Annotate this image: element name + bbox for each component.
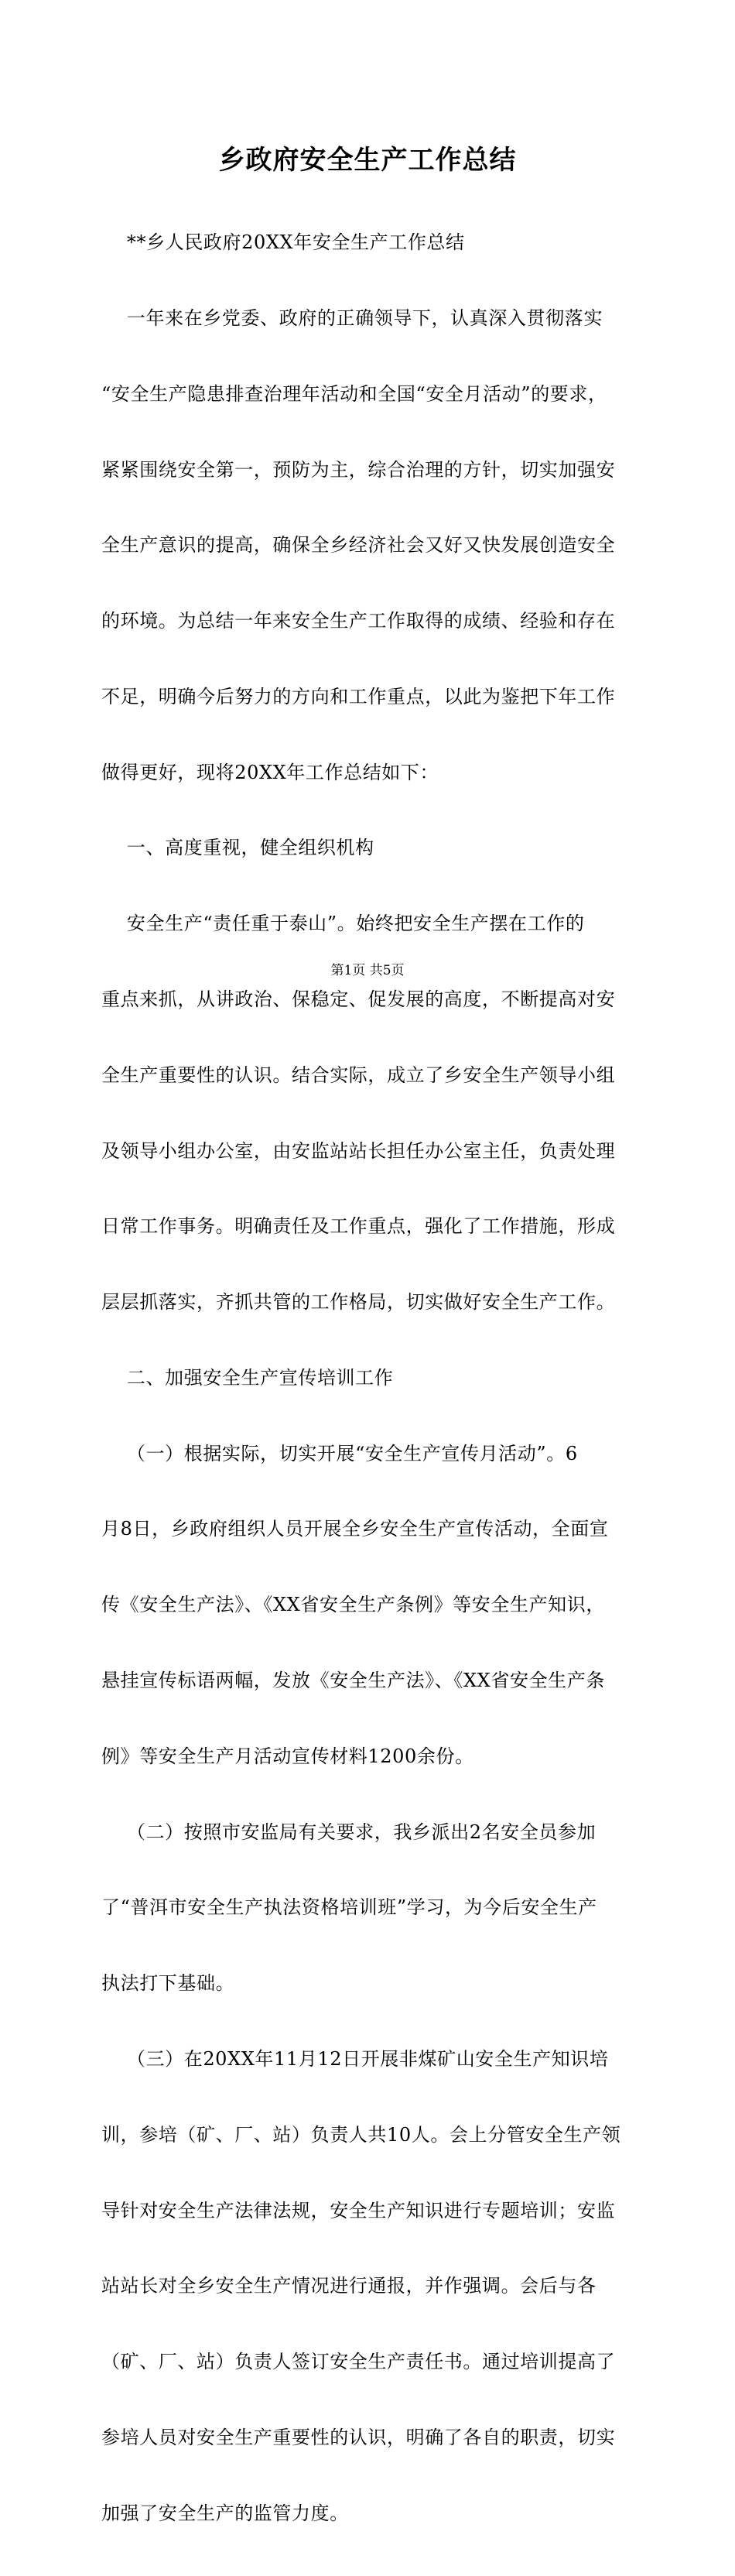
- body-line: “安全生产隐患排查治理年活动和全国“安全月活动”的要求，: [101, 382, 607, 405]
- document-body: [101, 180, 643, 2576]
- body-line: 层层抓落实，齐抓共管的工作格局，切实做好安全生产工作。: [101, 1291, 616, 1314]
- body-line: 了“普洱市安全生产执法资格培训班”学习，为今后安全生产: [101, 1896, 597, 1919]
- body-line: 及领导小组办公室，由安监站站长担任办公室主任，负责处理: [101, 1139, 616, 1162]
- body-line: 全生产重要性的认识。结合实际，成立了乡安全生产领导小组: [101, 1064, 616, 1086]
- body-line: 站站长对全乡安全生产情况进行通报，并作强调。会后与各: [101, 2275, 597, 2297]
- body-line: 一年来在乡党委、政府的正确领导下，认真深入贯彻落实: [101, 307, 603, 329]
- body-line: 训，参培（矿、厂、站）负责人共10人。会上分管安全生产领: [101, 2123, 621, 2146]
- body-line: 导针对安全生产法律法规，安全生产知识进行专题培训；安监: [101, 2199, 616, 2221]
- body-line: 全生产意识的提高，确保全乡经济社会又好又快发展创造安全: [101, 534, 616, 557]
- body-line: （矿、厂、站）负责人签订安全生产责任书。通过培训提高了: [101, 2351, 616, 2373]
- document-title: 乡政府安全生产工作总结: [218, 145, 517, 176]
- body-paragraph: [101, 180, 643, 2576]
- section-heading: 二、加强安全生产宣传培训工作: [101, 1366, 394, 1389]
- body-line: （二）按照市安监局有关要求，我乡派出2名安全员参加: [101, 1821, 597, 1843]
- body-line: 参培人员对安全生产重要性的认识，明确了各自的职责，切实: [101, 2426, 616, 2448]
- body-line: （一）根据实际，切实开展“安全生产宣传月活动”。6: [101, 1442, 578, 1464]
- body-line: 重点来抓，从讲政治、保稳定、促发展的高度，不断提高对安: [101, 988, 616, 1010]
- body-line: 传《安全生产法》、《XX省安全生产条例》等安全生产知识，: [101, 1594, 605, 1616]
- body-line: **乡人民政府20XX年安全生产工作总结: [101, 231, 465, 254]
- body-line: 执法打下基础。: [101, 1972, 235, 1995]
- page-number-footer: 第1页 共5页: [330, 963, 405, 978]
- body-line: 加强了安全生产的监管力度。: [101, 2502, 349, 2524]
- body-line: 紧紧围绕安全第一，预防为主，综合治理的方针，切实加强安: [101, 458, 616, 481]
- body-line: 的环境。为总结一年来安全生产工作取得的成绩、经验和存在: [101, 610, 616, 632]
- body-line: 日常工作事务。明确责任及工作重点，强化了工作措施，形成: [101, 1215, 616, 1238]
- body-line: 例》等安全生产月活动宣传材料1200余份。: [101, 1745, 474, 1767]
- body-line: 不足，明确今后努力的方向和工作重点，以此为鉴把下年工作: [101, 685, 616, 707]
- body-line: 悬挂宣传标语两幅，发放《安全生产法》、《XX省安全生产条: [101, 1670, 605, 1692]
- body-line: （三）在20XX年11月12日开展非煤矿山安全生产知识培: [101, 2047, 609, 2070]
- body-line: 月8日，乡政府组织人员开展全乡安全生产宣传活动，全面宣: [101, 1518, 609, 1540]
- body-line: 安全生产“责任重于泰山”。始终把安全生产摆在工作的: [101, 913, 585, 935]
- body-line: 做得更好，现将20XX年工作总结如下：: [101, 761, 439, 783]
- section-heading: 一、高度重视，健全组织机构: [101, 837, 374, 859]
